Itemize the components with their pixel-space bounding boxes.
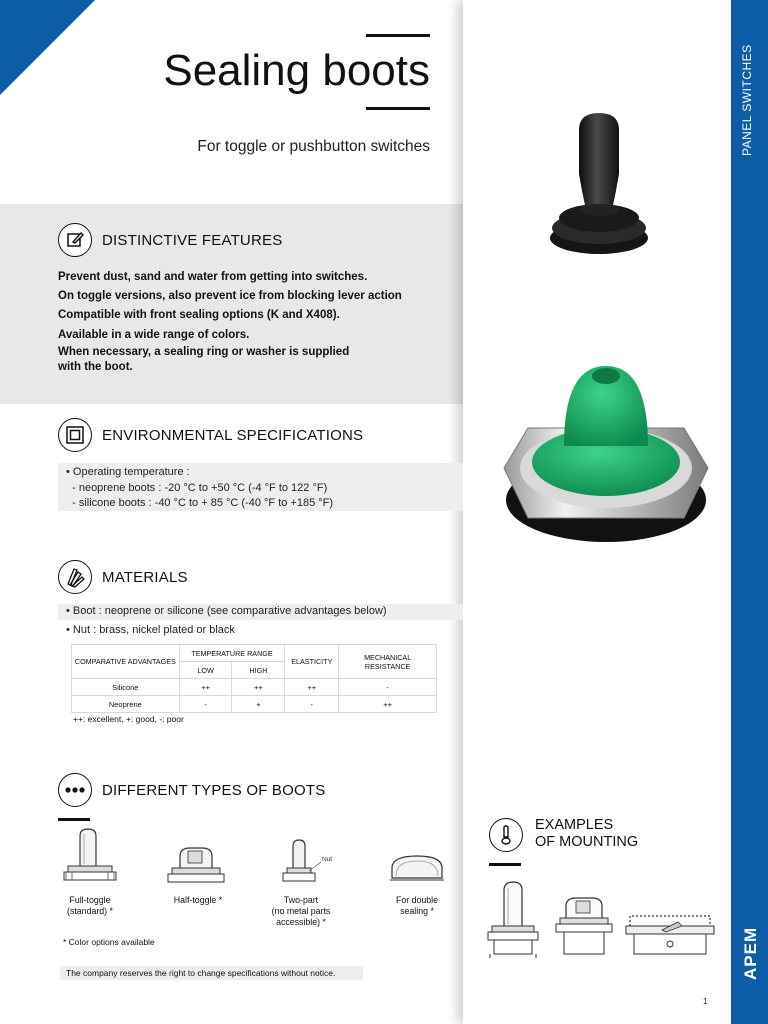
title-rule-top — [366, 34, 430, 37]
mounting-example-half-toggle — [554, 892, 614, 960]
table-cell: - — [339, 679, 437, 696]
table-header: HIGH — [232, 662, 285, 679]
brand-logo: APEM — [741, 926, 760, 980]
title-rule-bottom — [366, 107, 430, 110]
table-cell: - — [285, 696, 339, 713]
types-heading — [58, 773, 325, 807]
features-title: DISTINCTIVE FEATURES — [102, 231, 283, 249]
table-cell: ++ — [339, 696, 437, 713]
table-cell: - — [179, 696, 232, 713]
page-title: Sealing boots — [163, 46, 430, 95]
env-line: • Operating temperature : — [66, 466, 190, 478]
document-ref-corner — [0, 0, 120, 120]
table-header: COMPARATIVE ADVANTAGES — [72, 645, 180, 679]
feature-line: When necessary, a sealing ring or washer is supplied — [58, 345, 350, 358]
half-toggle-boot-drawing — [166, 840, 226, 884]
materials-swatch-icon — [58, 560, 92, 594]
three-dots-icon — [58, 773, 92, 807]
examples-heading-icon-wrap — [489, 818, 523, 852]
materials-title: MATERIALS — [102, 568, 188, 586]
environment-title: ENVIRONMENTAL SPECIFICATIONS — [102, 426, 364, 444]
mounting-example-full-toggle — [486, 878, 542, 960]
table-cell: Silicone — [72, 679, 180, 696]
pencil-square-icon — [58, 223, 92, 257]
table-row — [72, 679, 437, 696]
feature-line: Prevent dust, sand and water from getting into switches. — [58, 271, 368, 283]
materials-heading — [58, 560, 188, 594]
page-subtitle: For toggle or pushbutton switches — [197, 138, 430, 155]
full-toggle-boot-drawing — [60, 826, 120, 884]
feature-line: Compatible with front sealing options (K and X408). — [58, 309, 340, 322]
feature-line: Available in a wide range of colors. — [58, 328, 250, 341]
comparison-table — [71, 644, 437, 713]
nut-label: Nut — [322, 856, 333, 863]
page-number: 1 — [703, 997, 708, 1006]
mounting-example-double-sealing — [624, 908, 716, 958]
strip-category — [731, 0, 768, 200]
environment-heading — [58, 418, 363, 452]
table-header: TEMPERATURE RANGE — [179, 645, 285, 662]
environment-specs — [58, 463, 463, 511]
boot-caption-half-toggle: Half-toggle * — [173, 895, 223, 905]
table-header: LOW — [179, 662, 232, 679]
strip-category-label: PANEL SWITCHES — [740, 44, 754, 156]
table-header: ELASTICITY — [285, 645, 339, 679]
table-cell: ++ — [232, 679, 285, 696]
square-frame-icon — [58, 418, 92, 452]
table-cell: Neoprene — [72, 696, 180, 713]
features-list — [58, 268, 458, 375]
types-title: DIFFERENT TYPES OF BOOTS — [102, 781, 326, 799]
materials-line: • Boot : neoprene or silicone (see comparative advantages below) — [58, 604, 463, 620]
double-sealing-boot-drawing — [388, 852, 446, 884]
features-heading — [58, 223, 282, 257]
env-line: - neoprene boots : -20 °C to +50 °C (-4 °F to 122 °F) — [66, 481, 328, 494]
toggle-lever-icon — [489, 818, 523, 852]
green-boot-on-nut-photo — [498, 358, 718, 548]
boot-caption-two-part: Two-part (no metal parts accessible) * — [271, 895, 331, 927]
table-row — [72, 696, 437, 713]
boot-caption-full-toggle: Full-toggle (standard) * — [67, 895, 113, 916]
examples-title: EXAMPLES OF MOUNTING — [535, 817, 639, 850]
black-toggle-boot-photo — [546, 110, 652, 258]
color-options-note: * Color options available — [63, 937, 155, 947]
env-line: - silicone boots : -40 °C to + 85 °C (-40 °F to +185 °F) — [66, 497, 334, 509]
boot-caption-double-sealing: For double sealing * — [395, 895, 439, 916]
table-legend: ++: excellent, +: good, -: poor — [73, 714, 184, 724]
table-header: MECHANICAL RESISTANCE — [339, 645, 437, 679]
two-part-boot-drawing — [281, 838, 347, 884]
document-ref: SW-SEALINGBOOTS-1801 — [18, 7, 102, 91]
feature-line: On toggle versions, also prevent ice from blocking lever action — [58, 290, 402, 303]
table-cell: + — [232, 696, 285, 713]
examples-rule — [489, 863, 521, 866]
types-rule — [58, 818, 90, 821]
table-cell: ++ — [179, 679, 232, 696]
disclaimer: The company reserves the right to change specifications without notice. — [60, 966, 363, 980]
feature-line: with the boot. — [58, 360, 133, 373]
materials-line: • Nut : brass, nickel plated or black — [66, 624, 235, 636]
table-cell: ++ — [285, 679, 339, 696]
